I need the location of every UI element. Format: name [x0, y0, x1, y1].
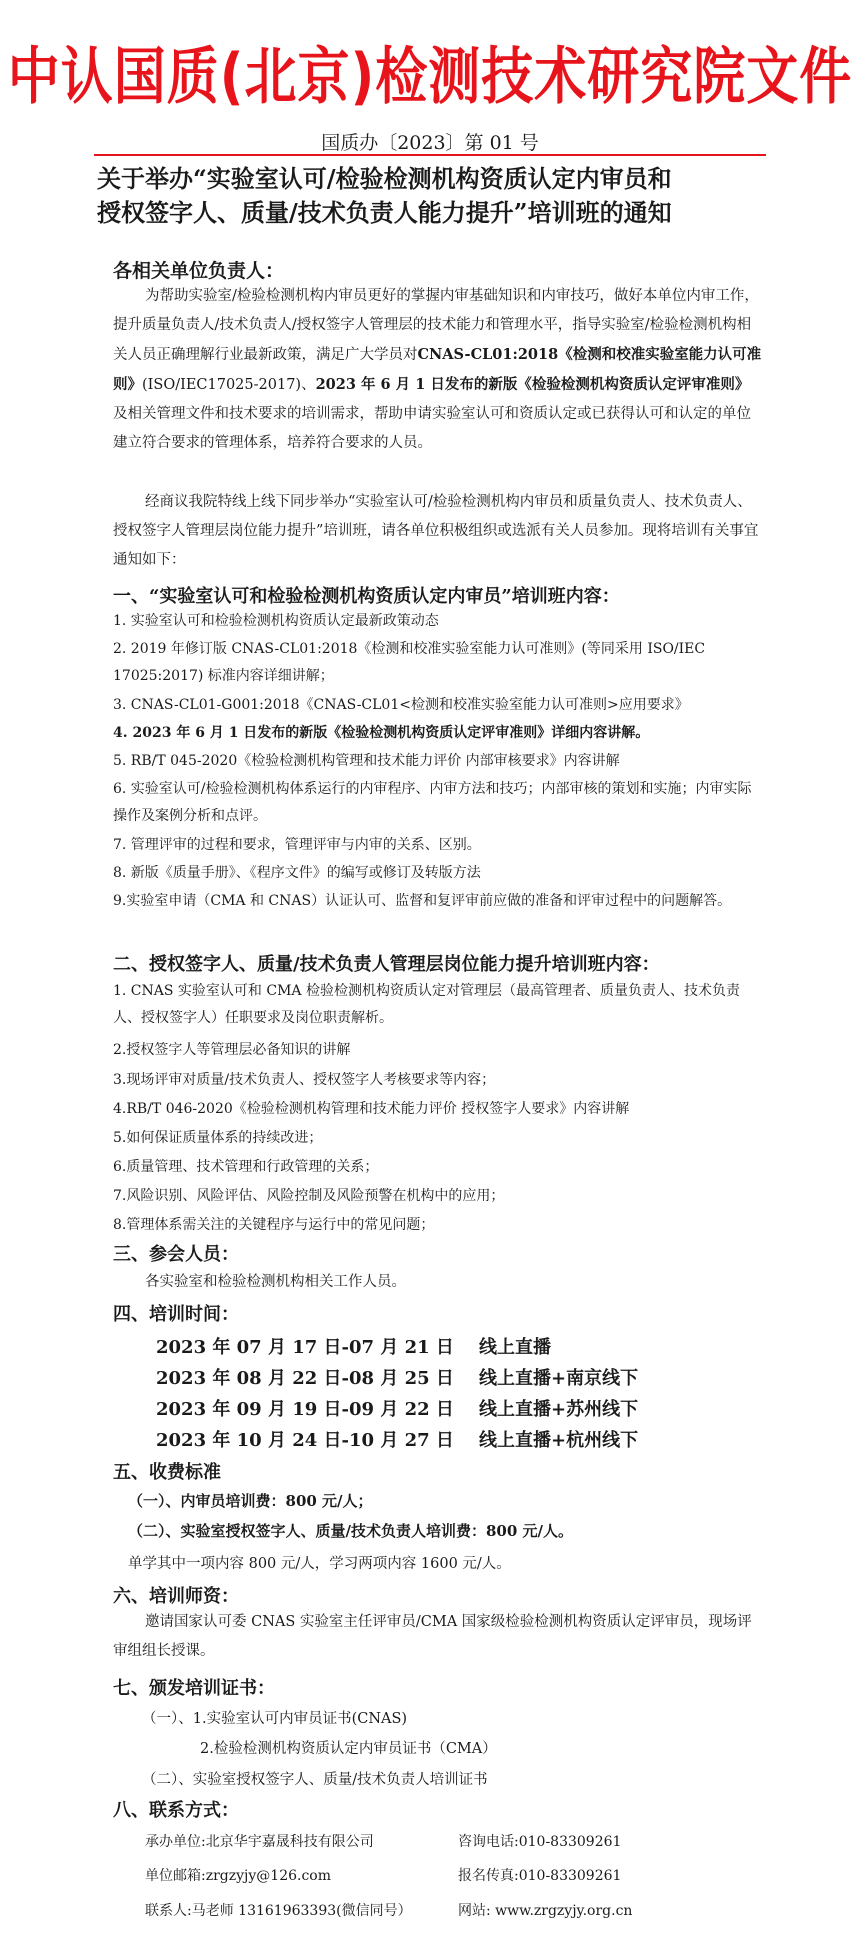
section-1-item: 1. 实验室认可和检验检测机构资质认定最新政策动态: [113, 613, 439, 629]
section-1-item: 9.实验室申请（CMA 和 CNAS）认证认可、监督和复评审前应做的准备和评审过程中的问题解答。: [113, 893, 732, 909]
email: 单位邮箱:zrgzyjy@126.com: [145, 1868, 331, 1884]
salutation: 各相关单位负责人：: [113, 260, 285, 282]
section-2-item: 3.现场评审对质量/技术负责人、授权签字人考核要求等内容；: [113, 1072, 496, 1088]
notice-title: [97, 162, 777, 230]
document-number: 国质办〔2023〕第 01 号: [321, 132, 539, 154]
schedule-mode: 线上直播: [478, 1337, 551, 1358]
section-2-item: 5.如何保证质量体系的持续改进；: [113, 1130, 323, 1146]
schedule-row: [156, 1426, 638, 1452]
section-1-item: 7. 管理评审的过程和要求，管理评审与内审的关系、区别。: [113, 837, 481, 853]
intro-paragraph-1: [113, 282, 763, 458]
schedule-dates: 2023 年 08 月 22 日-08 月 25 日: [156, 1368, 454, 1389]
section-5-heading: 五、收费标准: [113, 1462, 221, 1483]
consult-phone: 咨询电话:010-83309261: [458, 1834, 622, 1850]
fee-note: 单学其中一项内容 800 元/人，学习两项内容 1600 元/人。: [128, 1556, 511, 1572]
intro-text-b: CNAS-CL01:2018《检测和校准实验室能力认可准则》: [113, 346, 762, 393]
section-2-item: 1. CNAS 实验室认可和 CMA 检验检测机构资质认定对管理层（最高管理者、质量负责人、技术负责人、授权签字人）任职要求及岗位职责解析。: [113, 983, 740, 1026]
header-divider: [94, 154, 766, 156]
schedule-row: [156, 1395, 638, 1421]
section-1-item: 5. RB/T 045-2020《检验检测机构管理和技术能力评价 内部审核要求》内容讲解: [113, 753, 620, 769]
section-7-heading: 七、颁发培训证书：: [113, 1678, 275, 1699]
section-1-item: 3. CNAS-CL01-G001:2018《CNAS-CL01<检测和校准实验室能力认可准则>应用要求》: [113, 697, 689, 713]
schedule-mode: 线上直播+南京线下: [478, 1368, 639, 1389]
schedule-row: [156, 1364, 638, 1390]
notice-title-line-1: 关于举办“实验室认可/检验检测机构资质认定内审员和: [97, 164, 672, 193]
section-6-heading: 六、培训师资：: [113, 1586, 239, 1607]
schedule-mode: 线上直播+杭州线下: [478, 1430, 639, 1451]
schedule-row: [156, 1333, 551, 1359]
intro-text-c: (ISO/IEC17025-2017)、: [142, 377, 316, 393]
organizer: 承办单位:北京华宇嘉晟科技有限公司: [145, 1834, 374, 1850]
section-1-item: 2. 2019 年修订版 CNAS-CL01:2018《检测和校准实验室能力认可准则》(等同采用 ISO/IEC 17025:2017) 标准内容详细讲解；: [113, 641, 706, 684]
intro-text-a: 为帮助实验室/检验检测机构内审员更好的掌握内审基础知识和内审技巧，做好本单位内审工作，提升质量负责人/技术负责人/授权签字人管理层的技术能力和管理水平，指导实验室/检验检测机构相关人员正确理解行业最新政策，满足广大学员对: [113, 288, 759, 363]
certificate-3: （二）、实验室授权签字人、质量/技术负责人培训证书: [142, 1772, 488, 1788]
section-1-item: 4. 2023 年 6 月 1 日发布的新版《检验检测机构资质认定评审准则》详细内容讲解。: [113, 725, 650, 741]
attendees-text: 各实验室和检验检测机构相关工作人员。: [145, 1274, 406, 1290]
org-header-title: 中认国质(北京)检测技术研究院文件: [7, 42, 853, 113]
website-link[interactable]: 网站: www.zrgzyjy.org.cn: [458, 1903, 633, 1919]
certificate-2: 2.检验检测机构资质认定内审员证书（CMA）: [200, 1741, 497, 1757]
intro-text-e: 及相关管理文件和技术要求的培训需求，帮助申请实验室认可和资质认定或已获得认可和认定的单位建立符合要求的管理体系，培养符合要求的人员。: [113, 406, 751, 451]
section-2-item: 7.风险识别、风险评估、风险控制及风险预警在机构中的应用；: [113, 1188, 505, 1204]
intro-text-d: 2023 年 6 月 1 日发布的新版《检验检测机构资质认定评审准则》: [315, 376, 750, 393]
section-4-heading: 四、培训时间：: [113, 1304, 239, 1325]
section-8-heading: 八、联系方式：: [113, 1800, 239, 1821]
contact-person: 联系人:马老师 13161963393(微信同号）: [145, 1903, 412, 1919]
intro-paragraph-2: 经商议我院特线上线下同步举办“实验室认可/检验检测机构内审员和质量负责人、技术负责人、授权签字人管理层岗位能力提升”培训班，请各单位积极组织或选派有关人员参加。现将培训有关事宜通知如下：: [113, 494, 759, 568]
section-2-item: 8.管理体系需关注的关键程序与运行中的常见问题；: [113, 1217, 435, 1233]
section-1-heading: 一、“实验室认可和检验检测机构资质认定内审员”培训班内容：: [113, 586, 620, 607]
section-3-heading: 三、参会人员：: [113, 1244, 239, 1265]
section-2-heading: 二、授权签字人、质量/技术负责人管理层岗位能力提升培训班内容：: [113, 954, 660, 975]
section-1-item: 6. 实验室认可/检验检测机构体系运行的内审程序、内审方法和技巧；内部审核的策划和实施；内审实际操作及案例分析和点评。: [113, 781, 752, 824]
trainers-text: 邀请国家认可委 CNAS 实验室主任评审员/CMA 国家级检验检测机构资质认定评审员，现场评审组组长授课。: [113, 1614, 752, 1659]
schedule-dates: 2023 年 09 月 19 日-09 月 22 日: [156, 1399, 454, 1420]
section-2-item: 6.质量管理、技术管理和行政管理的关系；: [113, 1159, 379, 1175]
certificate-1: （一）、1.实验室认可内审员证书(CNAS): [142, 1711, 408, 1727]
schedule-mode: 线上直播+苏州线下: [478, 1399, 639, 1420]
notice-title-line-2: 授权签字人、质量/技术负责人能力提升”培训班的通知: [97, 198, 672, 227]
section-2-item: 2.授权签字人等管理层必备知识的讲解: [113, 1042, 351, 1058]
fax: 报名传真:010-83309261: [458, 1868, 622, 1884]
fee-signatory: （二）、实验室授权签字人、质量/技术负责人培训费：800 元/人。: [128, 1522, 573, 1540]
schedule-dates: 2023 年 10 月 24 日-10 月 27 日: [156, 1430, 454, 1451]
section-1-item: 8. 新版《质量手册》、《程序文件》的编写或修订及转版方法: [113, 865, 481, 881]
schedule-dates: 2023 年 07 月 17 日-07 月 21 日: [156, 1337, 454, 1358]
section-2-item: 4.RB/T 046-2020《检验检测机构管理和技术能力评价 授权签字人要求》内容讲解: [113, 1101, 630, 1117]
fee-internal-auditor: （一）、内审员培训费：800 元/人；: [128, 1492, 373, 1510]
